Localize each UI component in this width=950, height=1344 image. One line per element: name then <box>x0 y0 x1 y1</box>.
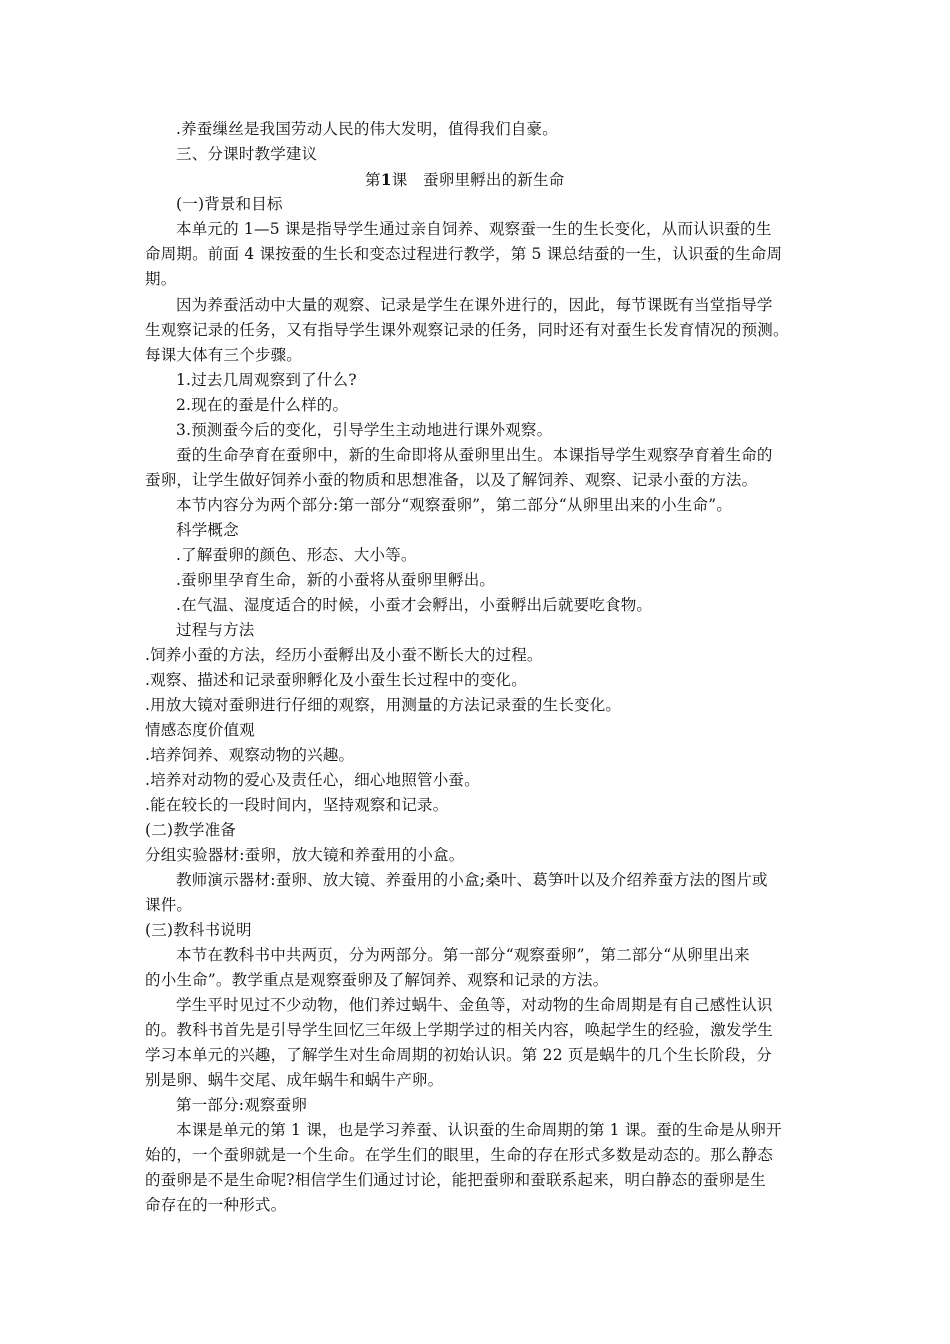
textbook-heading: (三)教科书说明 <box>145 921 252 939</box>
paragraph-line: 每课大体有三个步骤。 <box>145 346 303 364</box>
list-item: .了解蚕卵的颜色、形态、大小等。 <box>176 546 417 564</box>
intro-line: .养蚕缫丝是我国劳动人民的伟大发明，值得我们自豪。 <box>176 120 558 138</box>
science-heading: 科学概念 <box>176 521 239 539</box>
paragraph-line: 命周期。前面 4 课按蚕的生长和变态过程进行教学，第 5 课总结蚕的一生，认识蚕的生命周 <box>145 245 783 263</box>
lesson-number: 1 <box>380 170 392 189</box>
list-item: .在气温、湿度适合的时候，小蚕才会孵出，小蚕孵出后就要吃食物。 <box>176 596 653 614</box>
list-item: .培养饲养、观察动物的兴趣。 <box>145 746 355 764</box>
paragraph-line: 蚕的生命孕育在蚕卵中，新的生命即将从蚕卵里出生。本课指导学生观察孕育着生命的 <box>176 446 773 464</box>
paragraph-line: 课件。 <box>145 896 193 914</box>
paragraph-line: 始的，一个蚕卵就是一个生命。在学生们的眼里，生命的存在形式多数是动态的。那么静态 <box>145 1146 774 1164</box>
paragraph-line: 本课是单元的第 1 课，也是学习养蚕、认识蚕的生命周期的第 1 课。蚕的生命是从卵开 <box>176 1121 782 1139</box>
paragraph-line: 学生平时见过不少动物，他们养过蜗牛、金鱼等，对动物的生命周期是有自己感性认识 <box>176 996 773 1014</box>
paragraph-line: 本单元的 1—5 课是指导学生通过亲自饲养、观察蚕一生的生长变化，从而认识蚕的生 <box>176 220 772 238</box>
lesson-title-text: 课 蚕卵里孵出的新生命 <box>391 171 565 189</box>
paragraph-line: 生观察记录的任务，又有指导学生课外观察记录的任务，同时还有对蚕生长发育情况的预测。 <box>145 321 789 339</box>
list-item: .饲养小蚕的方法，经历小蚕孵出及小蚕不断长大的过程。 <box>145 646 543 664</box>
paragraph-line: 分组实验器材:蚕卵，放大镜和养蚕用的小盒。 <box>145 846 465 864</box>
part-one-heading: 第一部分:观察蚕卵 <box>176 1096 308 1114</box>
list-item: .用放大镜对蚕卵进行仔细的观察，用测量的方法记录蚕的生长变化。 <box>145 696 622 714</box>
paragraph-line: 教师演示器材:蚕卵、放大镜、养蚕用的小盒;桑叶、葛笋叶以及介绍养蚕方法的图片或 <box>176 871 768 889</box>
step-item: 3.预测蚕今后的变化，引导学生主动地进行课外观察。 <box>176 421 553 439</box>
paragraph-line: 本节在教科书中共两页，分为两部分。第一部分“观察蚕卵”，第二部分“从卵里出来 <box>176 946 750 964</box>
emotion-heading: 情感态度价值观 <box>145 721 255 739</box>
lesson-title-prefix: 第 <box>365 171 381 189</box>
paragraph-line: 本节内容分为两个部分:第一部分“观察蚕卵”，第二部分“从卵里出来的小生命”。 <box>176 496 733 514</box>
paragraph-line: 命存在的一种形式。 <box>145 1196 287 1214</box>
paragraph-line: 期。 <box>145 270 177 288</box>
paragraph-line: 的小生命”。教学重点是观察蚕卵及了解饲养、观察和记录的方法。 <box>145 971 609 989</box>
section-heading: 三、分课时教学建议 <box>176 145 318 163</box>
paragraph-line: 的。教科书首先是引导学生回忆三年级上学期学过的相关内容，唤起学生的经验，激发学生 <box>145 1021 774 1039</box>
lesson-title <box>365 171 564 189</box>
process-heading: 过程与方法 <box>176 621 255 639</box>
paragraph-line: 蚕卵，让学生做好饲养小蚕的物质和思想准备，以及了解饲养、观察、记录小蚕的方法。 <box>145 471 758 489</box>
list-item: .培养对动物的爱心及责任心，细心地照管小蚕。 <box>145 771 480 789</box>
paragraph-line: 学习本单元的兴趣，了解学生对生命周期的初始认识。第 22 页是蜗牛的几个生长阶段，分 <box>145 1046 772 1064</box>
preparation-heading: (二)教学准备 <box>145 821 236 839</box>
step-item: 1.过去几周观察到了什么? <box>176 371 357 389</box>
paragraph-line: 的蚕卵是不是生命呢?相信学生们通过讨论，能把蚕卵和蚕联系起来，明白静态的蚕卵是生 <box>145 1171 766 1189</box>
list-item: .观察、描述和记录蚕卵孵化及小蚕生长过程中的变化。 <box>145 671 527 689</box>
paragraph-line: 别是卵、蜗牛交尾、成年蜗牛和蜗牛产卵。 <box>145 1071 444 1089</box>
step-item: 2.现在的蚕是什么样的。 <box>176 396 349 414</box>
list-item: .能在较长的一段时间内，坚持观察和记录。 <box>145 796 449 814</box>
paragraph-line: 因为养蚕活动中大量的观察、记录是学生在课外进行的，因此，每节课既有当堂指导学 <box>176 296 773 314</box>
list-item: .蚕卵里孕育生命，新的小蚕将从蚕卵里孵出。 <box>176 571 496 589</box>
background-heading: (一)背景和目标 <box>176 195 283 213</box>
